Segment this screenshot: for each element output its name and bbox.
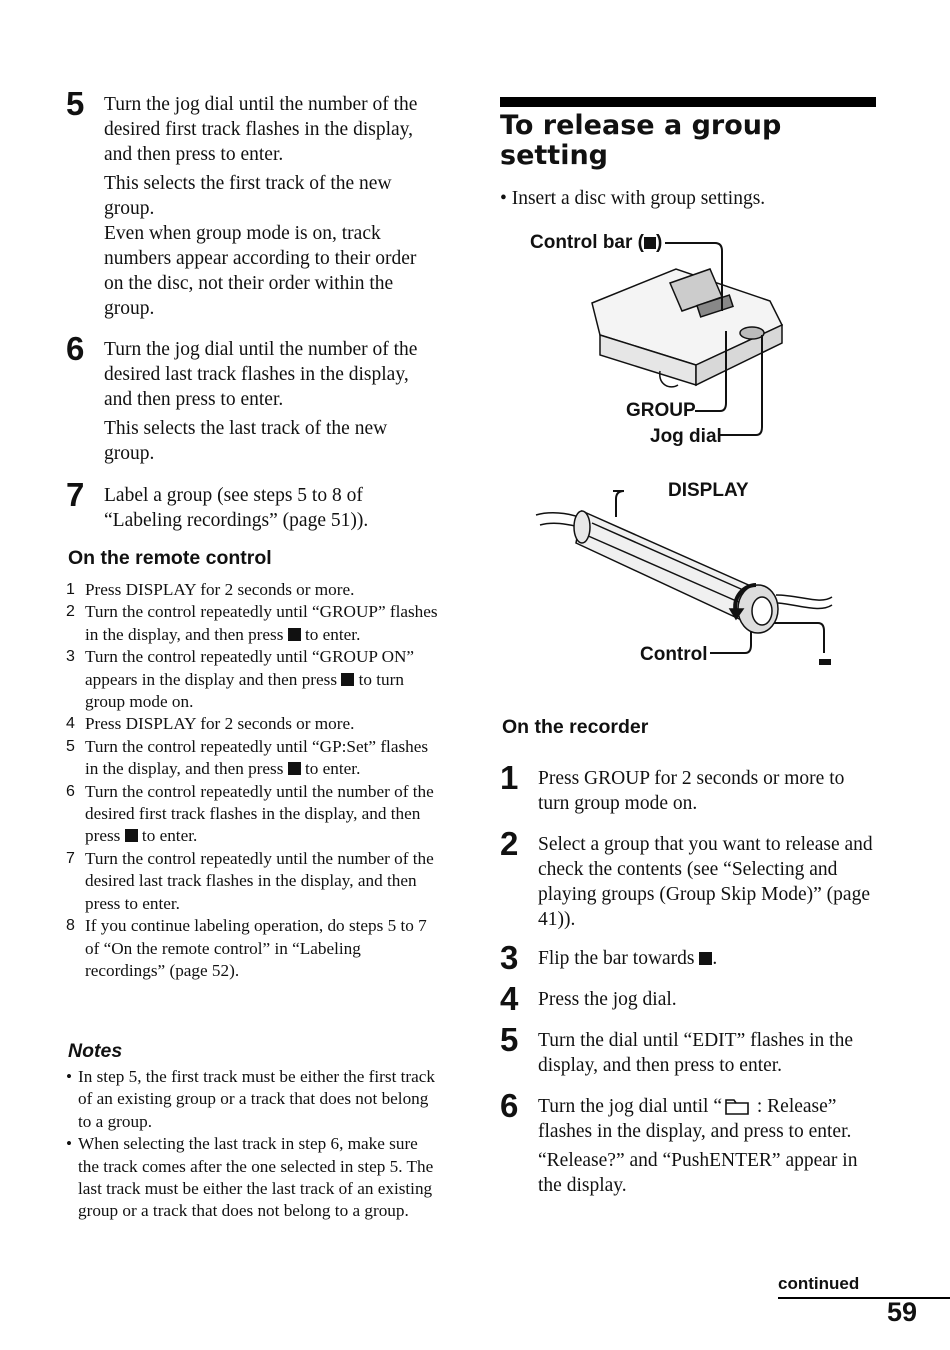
list-item: 7 Turn the control repeatedly until the number of the desired last track flashes in the display, and then press to enter. xyxy=(66,848,434,913)
label-control-bar: Control bar ( ) xyxy=(530,232,663,253)
label-control: Control xyxy=(640,644,708,665)
page-number: 59 xyxy=(887,1297,918,1327)
section-title: To release a group setting xyxy=(500,110,782,171)
notes-heading: Notes xyxy=(68,1040,123,1062)
footer-rule xyxy=(778,1297,950,1299)
prerequisite-bullet: • Insert a disc with group settings. xyxy=(500,188,766,209)
step-number: 5 xyxy=(500,1021,519,1058)
step-5 xyxy=(66,85,440,325)
remote-heading: On the remote control xyxy=(68,547,272,569)
stop-square-icon xyxy=(644,237,656,249)
step-number: 6 xyxy=(66,330,85,367)
remote-steps-list xyxy=(66,579,440,982)
recorder-drawing xyxy=(592,269,782,387)
list-item: 5 Turn the control repeatedly until “GP:Set” flashes in the display, and then press to enter. xyxy=(66,736,429,779)
step-text: Press the jog dial. xyxy=(538,989,677,1010)
step-number: 2 xyxy=(500,825,519,862)
notes-list xyxy=(66,1066,440,1223)
stop-square-icon xyxy=(288,628,301,641)
stop-square-icon xyxy=(125,829,138,842)
label-group: GROUP xyxy=(626,400,696,421)
list-item: 1 Press DISPLAY for 2 seconds or more. xyxy=(66,580,355,599)
recorder-step-6 xyxy=(500,1087,878,1202)
step-text: Turn the jog dial until “ : Release” flashes in the display, and press to enter. xyxy=(538,1096,852,1142)
step-text: Flip the bar towards . xyxy=(538,948,718,969)
step-7 xyxy=(66,476,440,537)
recorder-step-2 xyxy=(500,825,878,936)
step-note: “Release?” and “PushENTER” appear in the display. xyxy=(538,1150,858,1196)
stop-square-icon xyxy=(699,952,712,965)
step-text: Turn the dial until “EDIT” flashes in the display, and then press to enter. xyxy=(538,1030,854,1076)
folder-icon xyxy=(725,1097,749,1115)
step-text: Label a group (see steps 5 to 8 of “Labeling recordings” (page 51)). xyxy=(104,485,369,531)
note-item: • When selecting the last track in step 6, make sure the track comes after the one selected in step 5. The last track must be either the last track of an existing group or a track that does not belong to a group. xyxy=(66,1134,434,1221)
recorder-step-5 xyxy=(500,1021,878,1082)
continued-label: continued xyxy=(778,1274,860,1293)
label-display: DISPLAY xyxy=(668,480,749,501)
section-rule xyxy=(500,97,876,107)
recorder-step-1 xyxy=(500,759,878,820)
step-note: This selects the last track of the new group. xyxy=(104,418,388,464)
list-item: 6 Turn the control repeatedly until the number of the desired first track flashes in the display, and then press to enter. xyxy=(66,781,434,846)
list-item: 2 Turn the control repeatedly until “GROUP” flashes in the display, and then press to enter. xyxy=(66,602,438,644)
step-number: 6 xyxy=(500,1087,519,1124)
label-jog-dial: Jog dial xyxy=(650,426,722,447)
step-text: Turn the jog dial until the number of the desired last track flashes in the display, and then press to enter. xyxy=(104,339,418,410)
step-number: 5 xyxy=(66,85,85,122)
step-number: 7 xyxy=(66,476,85,513)
step-number: 3 xyxy=(500,939,519,976)
stop-square-icon xyxy=(819,659,831,665)
recorder-heading: On the recorder xyxy=(502,716,649,738)
list-item: 3 Turn the control repeatedly until “GROUP ON” appears in the display and then press to turn group mode on. xyxy=(66,647,415,712)
step-note: Even when group mode is on, track numbers appear according to their order on the disc, not their order within the group. xyxy=(104,223,417,319)
step-text: Press GROUP for 2 seconds or more to turn group mode on. xyxy=(538,768,845,814)
step-text: Turn the jog dial until the number of the desired first track flashes in the display, and then press to enter. xyxy=(104,94,418,165)
step-6 xyxy=(66,330,440,470)
stop-square-icon xyxy=(341,673,354,686)
step-number: 1 xyxy=(500,759,519,796)
step-text: Select a group that you want to release and check the contents (see “Selecting and playing groups (Group Skip Mode)” (page 41)). xyxy=(538,834,873,930)
list-item: 8 If you continue labeling operation, do steps 5 to 7 of “On the remote control” in “Labeling recordings” (page 52). xyxy=(66,916,427,980)
note-item: • In step 5, the first track must be either the first track of an existing group or a track that does not belong to a group. xyxy=(66,1067,436,1131)
remote-drawing xyxy=(536,511,832,633)
list-item: 4 Press DISPLAY for 2 seconds or more. xyxy=(66,714,355,734)
step-note: This selects the first track of the new group. xyxy=(104,173,392,219)
step-number: 4 xyxy=(500,980,519,1017)
recorder-step-4 xyxy=(500,980,878,1017)
stop-square-icon xyxy=(288,762,301,775)
recorder-step-3 xyxy=(500,939,878,976)
